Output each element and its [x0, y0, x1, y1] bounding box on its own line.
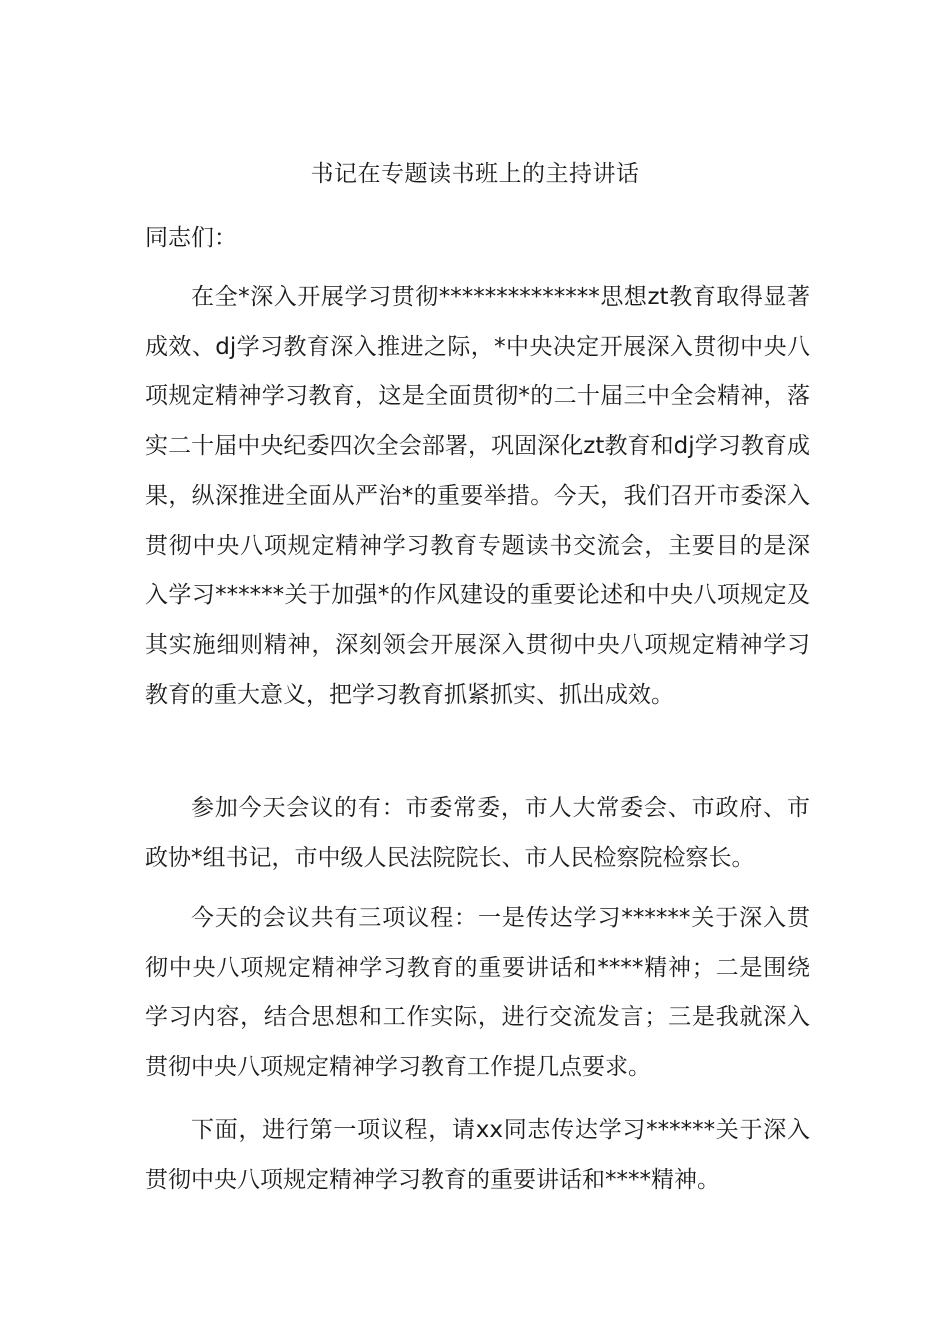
- paragraph-intro: 在全*深入开展学习贯彻**************思想zt教育取得显著成效、dj学习教育深入推进之际，*中央决定开展深入贯彻中央八项规定精神学习教育，这是全面贯彻*的二十届三中全会精神，落实二十届中央纪委四次全会部署，巩固深化zt教育和dj学习教育成果，纵深推进全面从严治*的重要举措。今天，我们召开市委深入贯彻中央八项规定精神学习教育专题读书交流会，主要目的是深入学习******关于加强*的作风建设的重要论述和中央八项规定及其实施细则精神，深刻领会开展深入贯彻中央八项规定精神学习教育的重大意义，把学习教育抓紧抓实、抓出成效。: [145, 284, 810, 708]
- paragraph-first-item: 下面，进行第一项议程，请xx同志传达学习******关于深入贯彻中央八项规定精神学习教育的重要讲话和****精神。: [145, 1117, 810, 1193]
- paragraph-attendees: 参加今天会议的有：市委常委，市人大常委会、市政府、市政协*组书记，市中级人民法院院长、市人民检察院检察长。: [145, 795, 810, 871]
- document-title: 书记在专题读书班上的主持讲话: [310, 161, 640, 187]
- salutation: 同志们：: [145, 225, 237, 251]
- paragraph-agenda: 今天的会议共有三项议程：一是传达学习******关于深入贯彻中央八项规定精神学习教育的重要讲话和****精神；二是围绕学习内容，结合思想和工作实际，进行交流发言；三是我就深入贯彻中央八项规定精神学习教育工作提几点要求。: [145, 905, 810, 1081]
